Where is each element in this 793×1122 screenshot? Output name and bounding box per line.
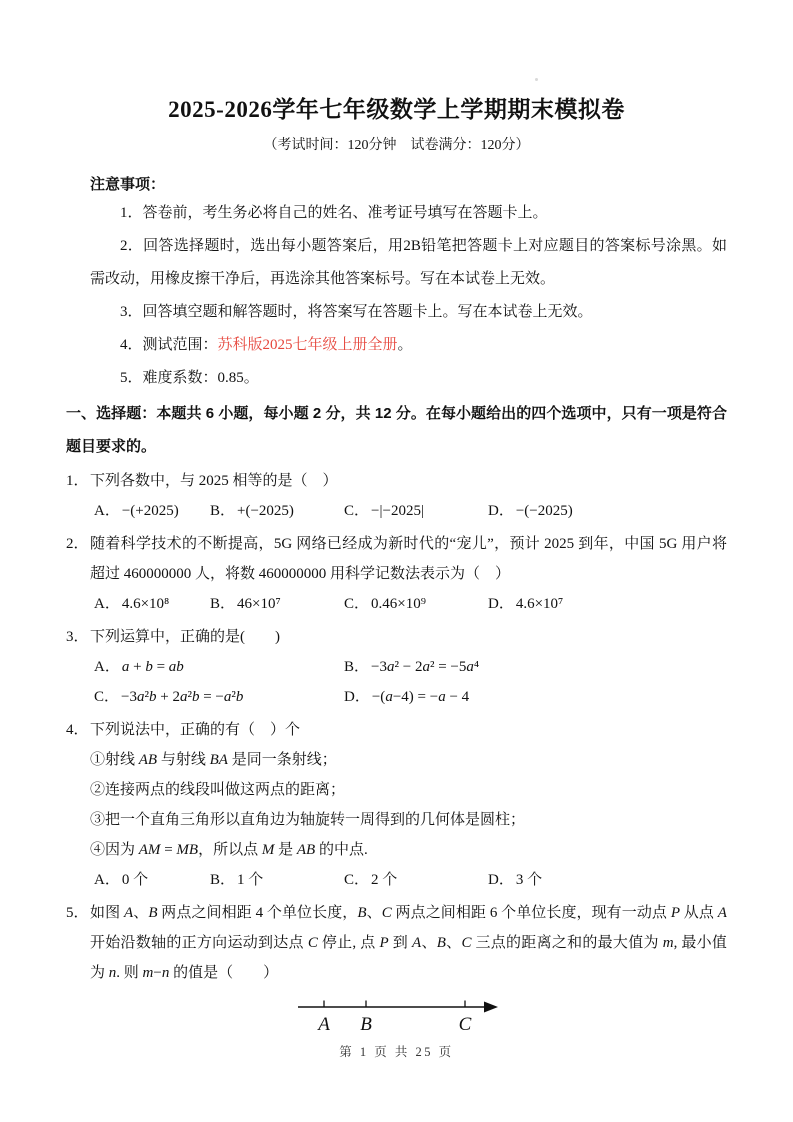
option-label: A． [94, 503, 120, 519]
option-value: 1 个 [237, 872, 264, 888]
question-2-options [94, 589, 727, 619]
option-b [210, 865, 344, 895]
notice-section [66, 173, 727, 395]
notice-item-1: 1．答卷前，考生务必将自己的姓名、准考证号填写在答题卡上。 [120, 205, 548, 221]
option-value: a + b = ab [121, 659, 184, 675]
question-number: 5． [66, 905, 89, 921]
option-value: 2 个 [371, 872, 398, 888]
notice-item-3: 3．回答填空题和解答题时，将答案写在答题卡上。写在本试卷上无效。 [120, 304, 593, 320]
option-label: B． [210, 503, 236, 519]
exam-subtitle: （考试时间：120分钟 试卷满分：120分） [263, 138, 530, 153]
option-value: −(−2025) [515, 503, 573, 519]
option-label: D． [488, 872, 514, 888]
question-5 [66, 898, 727, 988]
question-stem: 随着科学技术的不断提高，5G 网络已经成为新时代的“宠儿”，预计 2025 到年，中国 5G 用户将超过 460000000 人，将数 460000000 用科学记数法表示为（ ） [90, 536, 727, 582]
option-label: A． [94, 596, 120, 612]
statement-item-1: ①射线 AB 与射线 BA 是同一条射线； [90, 752, 337, 768]
option-b [210, 496, 344, 526]
notice-item-4-prefix: 4．测试范围： [120, 337, 218, 353]
question-4-options [94, 865, 727, 895]
option-value: 4.6×10⁷ [515, 596, 564, 612]
point-label-c: C [458, 1014, 472, 1035]
option-d [488, 589, 727, 619]
number-line-figure [298, 994, 727, 1040]
option-c [344, 589, 488, 619]
option-value: −(+2025) [121, 503, 179, 519]
question-4 [66, 715, 727, 895]
statement-item-4: ④因为 AM = MB，所以点 M 是 AB 的中点. [90, 842, 368, 858]
option-value: −|−2025| [371, 503, 424, 519]
question-stem: 如图 A、B 两点之间相距 4 个单位长度，B、C 两点之间相距 6 个单位长度，现有一动点 P 从点 A 开始沿数轴的正方向运动到达点 C 停止, 点 P 到 A、B、C 三点的距离之和的最大值为 m, 最小值为 n. 则 m−n 的值是（ ） [90, 905, 727, 981]
question-3-options-row-2 [94, 682, 727, 712]
question-number: 3． [66, 629, 89, 645]
page-footer: 第 1 页 共 25 页 [339, 1045, 454, 1059]
option-d [488, 865, 727, 895]
option-b [344, 652, 727, 682]
option-a [94, 652, 344, 682]
option-c [94, 682, 344, 712]
stray-mark [535, 78, 538, 81]
notice-item-4-suffix: 。 [397, 337, 413, 353]
option-label: A． [94, 872, 120, 888]
option-value: 4.6×10⁸ [121, 596, 170, 612]
question-2 [66, 529, 727, 619]
option-label: B． [344, 659, 370, 675]
notice-item-5: 5．难度系数：0.85。 [120, 370, 259, 386]
axis-arrow-icon [484, 1002, 498, 1013]
option-a [94, 496, 210, 526]
notice-item-4 [90, 329, 727, 362]
option-d [344, 682, 727, 712]
question-number: 2． [66, 536, 89, 552]
option-c [344, 496, 488, 526]
option-c [344, 865, 488, 895]
question-stem: 下列各数中，与 2025 相等的是（ ） [90, 473, 338, 489]
option-label: B． [210, 872, 236, 888]
option-label: C． [344, 872, 370, 888]
page-content [0, 173, 793, 1040]
option-value: 46×10⁷ [237, 596, 281, 612]
question-1-options [94, 496, 727, 526]
notice-heading: 注意事项： [90, 176, 166, 193]
option-value: 3 个 [515, 872, 543, 888]
option-value: +(−2025) [237, 503, 294, 519]
statement-item-2: ②连接两点的线段叫做这两点的距离； [90, 782, 346, 798]
section-1-heading: 一、选择题：本题共 6 小题，每小题 2 分，共 12 分。在每小题给出的四个选项中，只有一项是符合题目要求的。 [66, 405, 727, 455]
statement-item-3: ③把一个直角三角形以直角边为轴旋转一周得到的几何体是圆柱； [90, 812, 526, 828]
option-value: −3a²b + 2a²b = −a²b [121, 689, 244, 705]
notice-item-4-scope-highlight: 苏科版2025七年级上册全册 [217, 337, 398, 353]
point-label-a: A [318, 1014, 330, 1035]
option-label: D． [488, 503, 514, 519]
question-1 [66, 466, 727, 526]
point-label-b: B [360, 1014, 372, 1035]
question-3-options-row-1 [94, 652, 727, 682]
option-label: D． [344, 689, 370, 705]
option-label: C． [94, 689, 120, 705]
option-value: −(a−4) = −a − 4 [371, 689, 470, 705]
option-value: 0 个 [121, 872, 149, 888]
option-d [488, 496, 727, 526]
option-b [210, 589, 344, 619]
page-title: 2025-2026学年七年级数学上学期期末模拟卷 [168, 97, 625, 122]
option-label: C． [344, 503, 370, 519]
number-line-svg [298, 994, 508, 1040]
question-number: 4． [66, 722, 89, 738]
option-value: 0.46×10⁹ [371, 596, 426, 612]
option-label: C． [344, 596, 370, 612]
option-a [94, 589, 210, 619]
question-stem: 下列运算中，正确的是( ) [90, 629, 280, 645]
option-label: B． [210, 596, 236, 612]
option-a [94, 865, 210, 895]
option-label: A． [94, 659, 120, 675]
question-number: 1． [66, 473, 89, 489]
notice-item-2: 2．回答选择题时，选出每小题答案后，用2B铅笔把答题卡上对应题目的答案标号涂黑。如需改动，用橡皮擦干净后，再选涂其他答案标号。写在本试卷上无效。 [90, 238, 727, 287]
option-value: −3a² − 2a² = −5a⁴ [371, 659, 480, 675]
question-stem: 下列说法中，正确的有（ ）个 [90, 722, 301, 738]
option-label: D． [488, 596, 514, 612]
question-3 [66, 622, 727, 712]
